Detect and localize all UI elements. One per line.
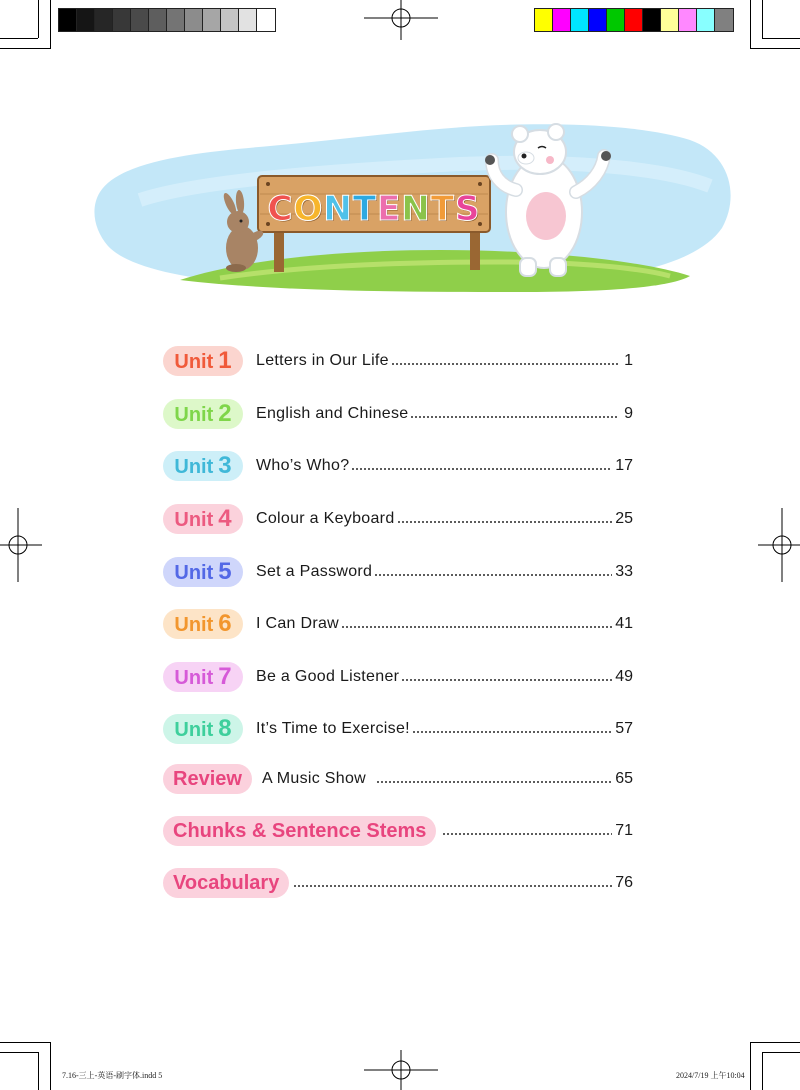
page-number: 33 bbox=[615, 563, 633, 580]
page-number: 71 bbox=[615, 822, 633, 839]
dot-leader bbox=[351, 468, 612, 470]
chunks-badge: Chunks & Sentence Stems bbox=[163, 816, 436, 846]
gray-swatch bbox=[221, 9, 239, 31]
registration-mark-right bbox=[758, 508, 800, 582]
toc-row-unit-2[interactable] bbox=[163, 397, 633, 431]
toc-row-unit-1[interactable] bbox=[163, 344, 633, 378]
dot-leader bbox=[374, 574, 612, 576]
toc-row-vocabulary[interactable] bbox=[163, 866, 633, 900]
page-number: 57 bbox=[615, 720, 633, 737]
color-swatch bbox=[607, 9, 625, 31]
registration-mark-top bbox=[364, 0, 438, 40]
unit-badge: Unit 1 bbox=[163, 346, 243, 376]
registration-mark-bottom bbox=[364, 1050, 438, 1090]
title-letter: T bbox=[352, 189, 378, 229]
toc-row-unit-5[interactable] bbox=[163, 555, 633, 589]
toc-row-unit-8[interactable] bbox=[163, 712, 633, 746]
page-number: 65 bbox=[615, 770, 633, 787]
title-letter: C bbox=[267, 189, 294, 229]
dot-leader bbox=[341, 626, 612, 628]
color-swatch bbox=[571, 9, 589, 31]
color-swatch bbox=[697, 9, 715, 31]
page-number: 76 bbox=[615, 874, 633, 891]
toc-row-unit-7[interactable] bbox=[163, 660, 633, 694]
color-swatch bbox=[679, 9, 697, 31]
unit-badge: Unit 5 bbox=[163, 557, 243, 587]
unit-title: English and Chinese bbox=[256, 405, 409, 422]
unit-title: Who’s Who? bbox=[256, 457, 350, 474]
toc-row-unit-3[interactable] bbox=[163, 449, 633, 483]
unit-badge: Unit 2 bbox=[163, 399, 243, 429]
process-color-bar bbox=[534, 8, 734, 32]
toc-row-chunks[interactable] bbox=[163, 814, 633, 848]
slug-date-info: 2024/7/19 上午10:04 bbox=[676, 1071, 745, 1080]
gray-swatch bbox=[185, 9, 203, 31]
review-badge: Review bbox=[163, 764, 252, 794]
title-letter: O bbox=[293, 189, 324, 229]
gray-swatch bbox=[149, 9, 167, 31]
page-number: 41 bbox=[615, 615, 633, 632]
slug-file-info: 7.16-三上-英语-刷字体.indd 5 bbox=[62, 1071, 163, 1080]
title-letter: N bbox=[401, 189, 431, 229]
dot-leader bbox=[391, 363, 618, 365]
gray-swatch bbox=[77, 9, 95, 31]
gray-swatch bbox=[59, 9, 77, 31]
gray-swatch bbox=[257, 9, 275, 31]
color-swatch bbox=[535, 9, 553, 31]
color-swatch bbox=[553, 9, 571, 31]
dot-leader bbox=[293, 885, 612, 887]
gray-swatch bbox=[203, 9, 221, 31]
color-swatch bbox=[625, 9, 643, 31]
gray-swatch bbox=[239, 9, 257, 31]
unit-badge: Unit 6 bbox=[163, 609, 243, 639]
vocabulary-badge: Vocabulary bbox=[163, 868, 289, 898]
gray-swatch bbox=[131, 9, 149, 31]
gray-swatch bbox=[113, 9, 131, 31]
page-number: 17 bbox=[615, 457, 633, 474]
dot-leader bbox=[442, 833, 612, 835]
unit-badge: Unit 3 bbox=[163, 451, 243, 481]
unit-title: It’s Time to Exercise! bbox=[256, 720, 410, 737]
dot-leader bbox=[410, 416, 618, 418]
page-number: 49 bbox=[615, 668, 633, 685]
color-swatch bbox=[643, 9, 661, 31]
dot-leader bbox=[412, 731, 612, 733]
dot-leader bbox=[376, 781, 612, 783]
color-swatch bbox=[715, 9, 733, 31]
toc-row-unit-6[interactable] bbox=[163, 607, 633, 641]
color-swatch bbox=[661, 9, 679, 31]
dot-leader bbox=[397, 521, 613, 523]
toc-row-unit-4[interactable] bbox=[163, 502, 633, 536]
page-number: 9 bbox=[624, 405, 633, 422]
contents-title bbox=[262, 183, 486, 235]
unit-title: Set a Password bbox=[256, 563, 373, 580]
unit-badge: Unit 4 bbox=[163, 504, 243, 534]
review-title: A Music Show bbox=[261, 770, 367, 787]
toc-row-review[interactable] bbox=[163, 762, 633, 796]
dot-leader bbox=[401, 679, 612, 681]
title-letter: E bbox=[377, 189, 402, 229]
unit-badge: Unit 7 bbox=[163, 662, 243, 692]
gray-swatch bbox=[95, 9, 113, 31]
color-swatch bbox=[589, 9, 607, 31]
unit-title: Be a Good Listener bbox=[256, 668, 400, 685]
page-number: 1 bbox=[624, 352, 633, 369]
unit-title: Letters in Our Life bbox=[256, 352, 389, 369]
title-letter: N bbox=[323, 189, 353, 229]
gray-swatch bbox=[167, 9, 185, 31]
unit-badge: Unit 8 bbox=[163, 714, 243, 744]
unit-title: Colour a Keyboard bbox=[256, 510, 395, 527]
page-number: 25 bbox=[615, 510, 633, 527]
unit-title: I Can Draw bbox=[256, 615, 340, 632]
title-letter: S bbox=[454, 189, 481, 229]
title-letter: T bbox=[430, 189, 455, 229]
grayscale-color-bar bbox=[58, 8, 276, 32]
registration-mark-left bbox=[0, 508, 42, 582]
